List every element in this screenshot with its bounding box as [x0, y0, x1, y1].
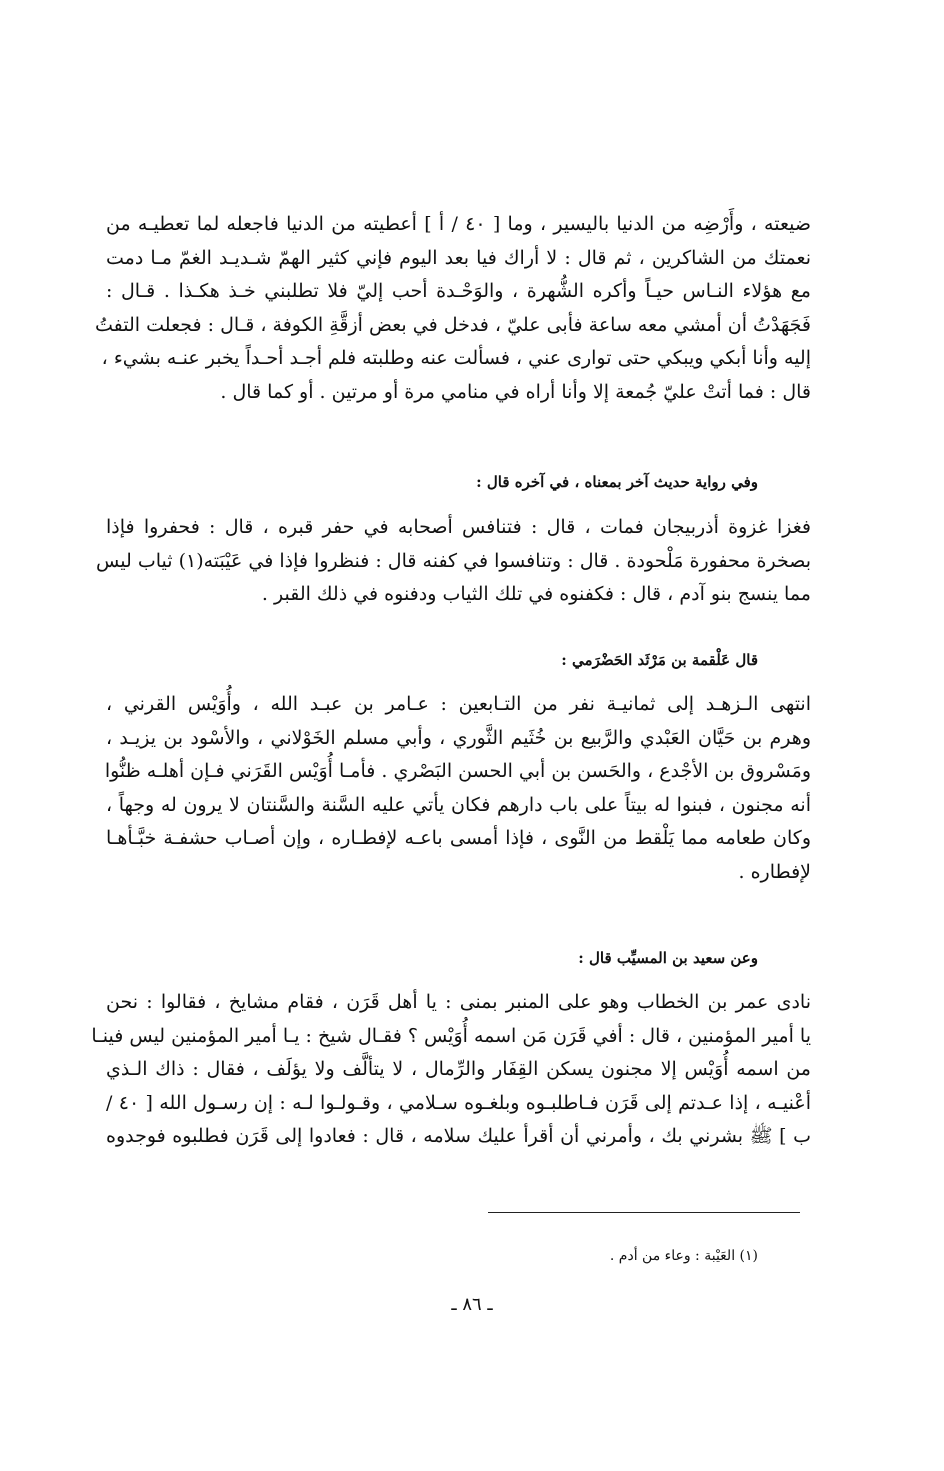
paragraph-1: [95, 208, 812, 409]
text-line: مع هؤلاء النـاس حيـاً وأكره الشُّهرة ، والوَحْـدة أحب إليّ فلا تطلبني خـذ هكـذا . قـال :: [106, 280, 811, 302]
paragraph-3: [106, 688, 811, 889]
section-heading: وعن سعيد بن المسيِّب قال :: [578, 949, 758, 967]
text-line: ومَسْروق بن الأجْدع ، والحَسن بن أبي الحسن البَصْري . فأمـا أُوَيْس القَرَني فـإن أهلـه ظنُّوا: [104, 760, 811, 782]
section-heading: قال عَلْقمة بن مَرْثَد الحَضْرَمي :: [561, 651, 758, 669]
footnote: (١) العَيْبة : وعاء من أدم .: [609, 1248, 758, 1264]
text-line: أنه مجنون ، فبنوا له بيتاً على باب دارهم فكان يأتي عليه السَّنة والسَّنتان لا يرون له وجهاً ،: [106, 793, 811, 816]
text-line: فَجَهَدْتُ أن أمشي معه ساعة فأبى عليّ ، فدخل في بعض أزقَّةِ الكوفة ، قـال : فجعلت التفتُ: [95, 313, 811, 336]
text-line: من اسمه أُوَيْس إلا مجنون يسكن القِفَار والرِّمال ، لا يتألَّف ولا يؤلَف ، فقال : ذاك الـذي: [106, 1058, 811, 1080]
text-line: وهرم بن حَيَّان العَبْدي والرَّبيع بن خُثَيم الثَّوري ، وأبي مسلم الخَوْلاني ، والأسْود بن يزيـد ،: [106, 726, 811, 749]
text-line: إليه وأنا أبكي ويبكي حتى توارى عني ، فسألت عنه وطلبته فلم أجـد أحـداً يخبر عنـه بشيء ،: [101, 347, 811, 369]
text-line: نعمتك من الشاكرين ، ثم قال : لا أراك فيا بعد اليوم فإني كثير الهمّ شـديـد الغمّ مـا دمت: [106, 246, 811, 269]
text-line: قال : فما أتتْ عليّ جُمعة إلا وأنا أراه في منامي مرة أو مرتين . أو كما قال .: [220, 380, 811, 403]
footnote-divider: [488, 1212, 800, 1213]
text-line: ضيعته ، وأَرْضِه من الدنيا باليسير ، وما [ ٤٠ / أ ] أعطيته من الدنيا فاجعله لما تعطيـه من: [106, 213, 812, 235]
text-line: بصخرة محفورة مَلْحودة . قال : وتنافسوا في كفنه قال : فنظروا فإذا في عَيْبَته(١) ثياب ليس: [96, 549, 811, 572]
text-line: نادى عمر بن الخطاب وهو على المنبر بمنى : يا أهل قَرَن ، فقام مشايخ ، فقالوا : نحن: [106, 991, 811, 1013]
text-line: أعْنيـه ، إذا عـدتم إلى قَرَن فـاطلبـوه وبلغـوه سـلامي ، وقـولـوا لـه : إن رسـول الله [ ٤٠ /: [106, 1091, 811, 1114]
paragraph-4: [91, 986, 811, 1154]
section-heading: وفي رواية حديث آخر بمعناه ، في آخره قال :: [476, 473, 758, 491]
paragraph-2: [96, 511, 811, 612]
page-number: ـ ٨٦ ـ: [451, 1294, 493, 1315]
text-line: مما ينسج بنو آدم ، قال : فكفنوه في تلك الثياب ودفنوه في ذلك القبر .: [261, 583, 811, 605]
text-line: فغزا غزوة أذربيجان فمات ، قال : فتنافس أصحابه في حفر قبره ، قال : فحفروا فإذا: [106, 516, 811, 538]
text-line: لإفطاره .: [738, 860, 811, 883]
text-line: وكان طعامه مما يَلْقط من النَّوى ، فإذا أمسى باعـه لإفطـاره ، وإن أصـاب حشفـة خبَّـأهـا: [106, 827, 811, 849]
text-line: يا أمير المؤمنين ، قال : أفي قَرَن مَن اسمه أُوَيْس ؟ فقـال شيخ : يـا أمير المؤمنين ليس فينـا: [91, 1024, 811, 1047]
text-line: ب ] ﷺ بشرني بك ، وأمرني أن أقرأ عليك سلامه ، قال : فعادوا إلى قَرَن فطلبوه فوجدوه: [106, 1125, 811, 1147]
text-line: انتهى الـزهـد إلى ثمانيـة نفر من التـابعين : عـامر بن عبـد الله ، وأُوَيْس القرني ،: [106, 693, 811, 715]
